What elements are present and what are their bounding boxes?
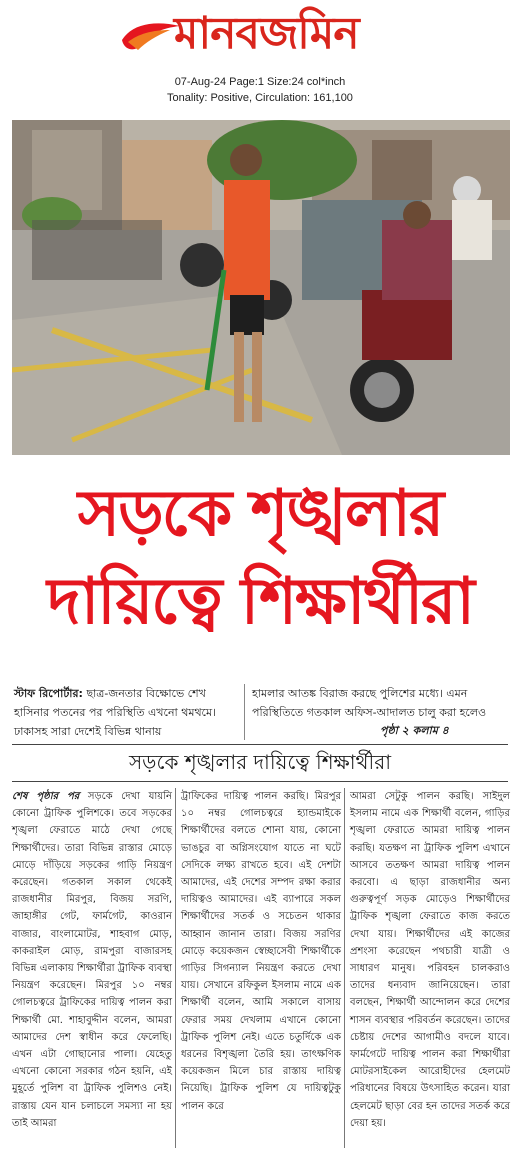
body-column-1-text: সড়কে দেখা যায়নি কোনো ট্রাফিক পুলিশকে। তবে সড়কের শৃঙ্খলা ফেরাতে মাঠে দেখা গেছে শিক্ষার্থীদের। তারা বিভিন্ন রাস্তার মোড়ে মোড়ে দাঁড়িয়ে সড়কের গাড়ি নিয়ন্ত্রণ করেছেন। গতকাল সকাল থেকেই রাজধানীর মিরপুর, বিজয় সরণি, জাহাঙ্গীর গেট, ফার্মগেট, কাওরান বাজার, বাংলামোটর, শাহবাগ মোড়, কাকরাইল মোড়, রামপুরা বাজারসহ বিভিন্ন এলাকায় শিক্ষার্থীরা ট্রাফিক ব্যবস্থা নিয়ন্ত্রণ করেছেন। মিরপুর ১০ নম্বর গোলচত্বরে ট্রাফিকের দায়িত্ব পালন করা শিক্ষার্থী মো. শাহাবুদ্দীন বলেন, আমরা আমাদের দেশ স্বাধীন করে ফেলেছি। এখন এটা গোছানোর পালা। যেহেতু এখনো কোনো সরকার গঠন হয়নি, এই মুহূর্তে পুলিশ বা ট্রাফিক পুলিশও নেই। রাস্তায় যেন যান চলাচলে সমস্যা না হয় তাই আমরা bbox=[12, 791, 172, 1129]
newspaper-logo bbox=[118, 6, 408, 66]
street-scene-image bbox=[12, 120, 510, 455]
headline-line2: দায়িত্বে শিক্ষার্থীরা bbox=[47, 564, 473, 639]
lead-right-text: হামলার আতঙ্ক বিরাজ করছে পুলিশের মধ্যে। এমন পরিস্থিতিতে গতকাল অফিস-আদালত চালু করা হলেও bbox=[252, 687, 487, 719]
body-column-2-text: ট্রাফিকের দায়িত্ব পালন করছি। মিরপুর ১০ নম্বর গোলচত্বরে হ্যান্ডমাইকে শিক্ষার্থীদের বলতে শোনা যায়, কোনো ভাঙচুর বা অগ্নিসংযোগ যাতে না ঘটে সেদিকে লক্ষ্য রাখতে হবে। এই দেশটা আমাদের, এই দেশের সম্পদ রক্ষা করার দায়িত্বও আমাদের। এই ব্যাপারে সকল শিক্ষার্থীদের সতর্ক ও সচেতন থাকার আহ্বান জানান তারা। বিজয় সরণির মোড়ে কয়েকজন স্বেচ্ছাসেবী শিক্ষার্থীকে গাড়ির সিগন্যাল নিয়ন্ত্রণ করতে দেখা যায়। সেখানে রফিকুল ইসলাম নামে এক শিক্ষার্থী বলেন, আমি সকালে বাসায় ফেরার সময় দেখলাম এখানে কোনো ট্রাফিক পুলিশ নেই। এতে চতুর্দিকে এক ধরনের বিশৃঙ্খলা তৈরি হয়। তাৎক্ষণিক কয়েকজন মিলে চার রাস্তায় দায়িত্ব নিয়েছি। ট্রাফিক পুলিশ যে দায়িত্বটুকু পালন করে bbox=[181, 791, 341, 1112]
logo-wordmark: মানবজমিন bbox=[174, 8, 359, 59]
body-column-3-text: আমরা সেটুকু পালন করছি। সাইদুল ইসলাম নামে এক শিক্ষার্থী বলেন, গাড়ির শৃঙ্খলা ফেরাতে আমরা দায়িত্ব পালন করছি। যতক্ষণ না ট্রাফিক পুলিশ এখানে আসবে ততক্ষণ আমরা দায়িত্ব পালন করবো। এ ছাড়া রাজধানীর অন্য গুরুত্বপূর্ণ সড়ক মোড়েও শিক্ষার্থীদের ট্রাফিক শৃঙ্খলা ফেরাতে কাজ করতে দেখা যায়। শিক্ষার্থীদের এই কাজের প্রশংসা করেছেন পথচারী যাত্রী ও সাধারণ মানুষ। পরিবহন চালকরাও তাদের ধন্যবাদ জানিয়েছেন। তারা বলছেন, শিক্ষার্থী আন্দোলন করে দেশের শাসন ব্যবস্থার পরিবর্তন করেছেন। তাদের চেষ্টায় দেশের আগামীও বদলে যাবে। ফার্মগেটে দায়িত্ব পালন করা শিক্ষার্থীরা মোটরসাইকেল আরোহীদের হেলমেট পরিধানের বিষয়ে উৎসাহিত করেন। যারা হেলমেট ছাড়া বের হন তাদের সতর্ক করে দেয়া হয়। bbox=[350, 791, 510, 1129]
body-column-1 bbox=[12, 788, 172, 1132]
continuation-kicker: শেষ পৃষ্ঠার পর bbox=[12, 791, 80, 802]
continued-on-jump: পৃষ্ঠা ২ কলাম ৪ bbox=[380, 724, 449, 737]
lead-left bbox=[14, 684, 236, 741]
body-column-2 bbox=[181, 788, 341, 1115]
logo-brushstroke-icon bbox=[118, 16, 182, 56]
headline-line1: সড়কে শৃঙ্খলার bbox=[77, 476, 443, 551]
column-divider-2 bbox=[344, 788, 345, 1148]
clipping-meta-line1: 07-Aug-24 Page:1 Size:24 col*inch bbox=[174, 76, 346, 88]
lead-right bbox=[252, 684, 510, 722]
lead-divider bbox=[244, 684, 245, 740]
inner-heading-box bbox=[12, 744, 508, 782]
lead-left-text: ছাত্র-জনতার বিক্ষোভে শেখ হাসিনার পতনের পর পরিস্থিতি এখনো থমথমে। ঢাকাসহ সারা দেশেই বিভিন্ন থানায় bbox=[14, 687, 217, 738]
clipping-meta-line2: Tonality: Positive, Circulation: 161,100 bbox=[167, 92, 353, 104]
column-divider-1 bbox=[175, 788, 176, 1148]
byline: স্টাফ রিপোর্টার: bbox=[14, 687, 83, 700]
headline bbox=[12, 470, 508, 646]
body-column-3 bbox=[350, 788, 510, 1132]
masthead bbox=[0, 0, 520, 104]
inner-heading: সড়কে শৃঙ্খলার দায়িত্বে শিক্ষার্থীরা bbox=[128, 750, 392, 774]
news-photo bbox=[12, 120, 510, 455]
